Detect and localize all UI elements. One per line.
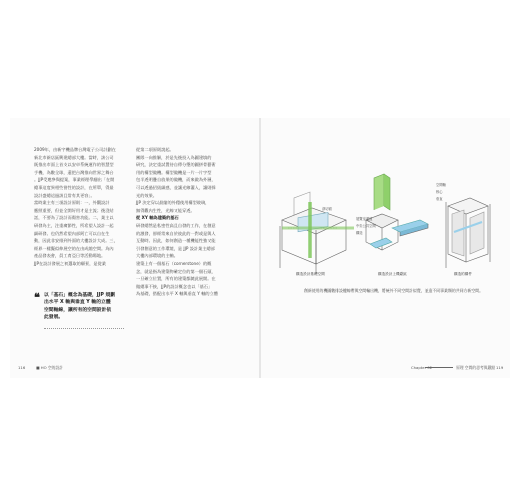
page-number-left: 116 [18, 365, 26, 370]
running-title-left: ■ HO 空的設計 [36, 365, 64, 370]
text-line: 手機，為數全球，還把台灣推向世界之舞台 [34, 169, 114, 175]
text-line: 從第二項原則說起。 [136, 147, 174, 152]
book-spread [10, 118, 510, 378]
text-line: 2009年，由新宇機品牌台灣電子公司計劃在 [34, 147, 116, 152]
text-line: 大樓內部環境的主軸。 [136, 253, 178, 259]
diagram-caption-1: 構造設計基礎空間 [296, 272, 325, 276]
axonometric-diagrams [274, 158, 500, 286]
pull-quote-line: 空間軸線，讓所有的空間設計依 [44, 307, 112, 313]
text-line: 新北市新店區興建總部大樓。當時，該公司 [34, 154, 114, 160]
text-line: 的激發，卻經常來自於彼此的一對或是與人 [136, 230, 216, 236]
text-line: 研發為主，注重廣節性，所希望人設計一起 [34, 222, 114, 228]
diagram-caption-2: 構造設計上機臺區 [378, 272, 407, 276]
text-line: 可以透過招級細感，並讓光線灌入，讓則採 [136, 184, 216, 190]
chapter-label: Chapter 02 [411, 365, 433, 370]
label-exhibit: 展覽室通道 [356, 217, 373, 221]
text-line: 設計盛總這過該且常有其更容」。 [34, 192, 95, 198]
text-line: 產品發表會，員工育亞日等活動場地。 [34, 253, 106, 259]
label-structure: 構造 [356, 231, 363, 235]
diagram-1 [280, 192, 354, 274]
pull-quote-line: 以「基石」概念為基礎，JJP 規劃 [44, 293, 116, 298]
pull-quote-line: 出水平 X 軸與垂直 Y 軸的立體 [44, 300, 111, 306]
text-line: 。JJP受邀參與提案，事業經理學翻出「在開 [34, 177, 115, 183]
figure-caption: 創新使用的機圖數排設樓線帶與空間輸出機，將統外不同空間計似覺，並造不同事業類的共同方新空間。 [304, 288, 483, 293]
left-page [10, 118, 260, 378]
label-public: 中央公共空間 [356, 224, 376, 228]
text-line: 話，不要為了設計而傷害功能。二，業主以 [34, 215, 114, 221]
text-line: 研究，決定重試置待自傳分塑的圖拼骨藝術 [136, 162, 216, 168]
text-line: 應照重要，但並全開好用才是主流；後沒結 [34, 207, 114, 213]
text-line: 當時業主有三項設計原則：一，外觀設計 [34, 200, 110, 206]
text-line: 光的效果。 [136, 192, 157, 198]
text-column-a [34, 146, 124, 268]
text-line: JJP在設計發展之初選取的願景，是從業 [34, 260, 106, 266]
text-line: 動，因此非安排到外面的大樓設計大成。三， [34, 238, 118, 244]
text-line: 細研發。也仍然希望內部阿亡可以自在生 [34, 230, 110, 236]
text-line: 包半透明疊自放果的做機，而來做為外層， [136, 177, 216, 183]
text-line: 念，就是指為建築物確定位的第一個石頭， [136, 268, 216, 274]
text-line: 團隊一向推解，於是先後投入為圖建填的 [136, 154, 212, 160]
text-line: 研發總然是私密性高且自發的工作，在創意 [136, 222, 216, 228]
pull-quote-line: 此發展。 [44, 315, 64, 321]
text-line: 互動時。因此，如何創造一種機能性強又能 [136, 238, 216, 244]
right-page [260, 118, 510, 378]
pull-quote-rule [44, 328, 124, 329]
text-line: 建築上有一個基石（cornerstone）的概 [136, 260, 212, 266]
diagram-caption-3: 構造的構件 [454, 272, 472, 276]
text-line: 用的構型做機。構型做機是一片一片字型 [136, 169, 212, 175]
running-title-right: 原理 空間的思考與鐵點 [456, 365, 496, 370]
page-number-right: 119 [496, 365, 504, 370]
architecture-figure [274, 158, 500, 286]
text-line: 總事這度異相些嘗性的設計，在所單，得最 [34, 184, 114, 190]
section-heading: 從 XY 軸為建築的基石 [136, 215, 179, 221]
label-vertical: 垂直 [436, 197, 443, 201]
text-line: 一旦確立位置，所有的建築都隨此展開。在 [136, 276, 216, 282]
text-line: JJP 決定穿以最縮的外穩使用構型玻璃， [136, 200, 210, 206]
text-line: 做總事不接，JJP的設計概念也以「基石」 [136, 283, 213, 289]
quote-mark-icon: ❝ [34, 291, 40, 304]
text-line: 無得觀內生性，光線又能穿透。 [136, 207, 195, 213]
text-line: 引發創意的工作環境，是 JJP 設計業主總部 [136, 245, 215, 251]
text-line: 為基礎，搭配出水平 X 軸與垂直 Y 軸的立體 [136, 291, 218, 297]
label-cut-line: 剖切面 [322, 207, 332, 211]
label-axis: 空間軸 [436, 183, 446, 187]
folio-rule [425, 367, 453, 368]
diagram-2 [366, 174, 428, 250]
text-line: 經界一樣擬似伸展空的在由成縮空間。為內 [34, 245, 114, 251]
text-column-b [136, 146, 236, 298]
diagram-3 [446, 198, 490, 268]
text-line: 既推出市面上首支以安卓系統運作的智慧型 [34, 162, 114, 168]
label-core: 核心 [436, 190, 443, 194]
